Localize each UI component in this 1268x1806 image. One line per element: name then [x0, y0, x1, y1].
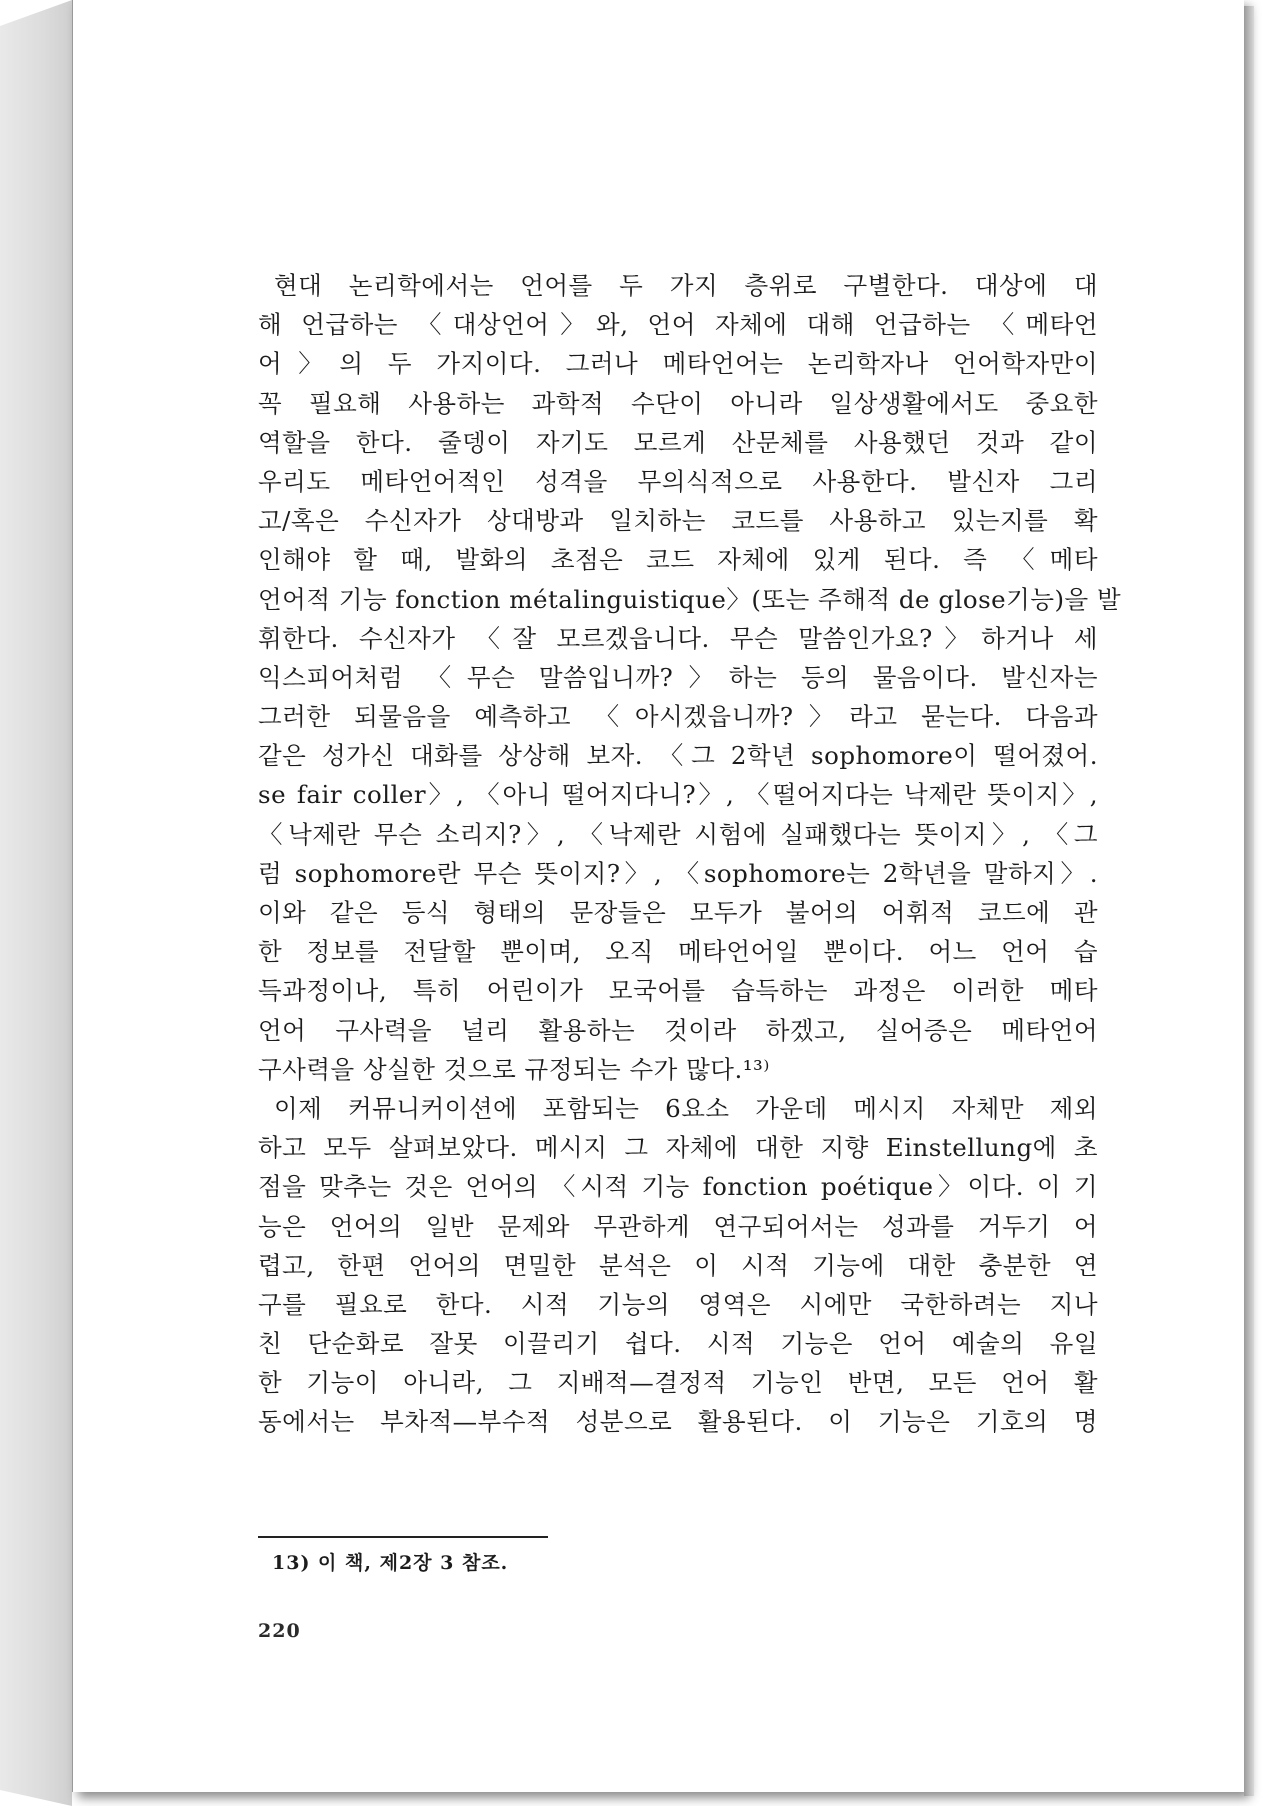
body-line: 동에서는 부차적—부수적 성분으로 활용된다. 이 기능은 기호의 명	[258, 1407, 1098, 1437]
body-line: 현대 논리학에서는 언어를 두 가지 층위로 구별한다. 대상에 대	[274, 271, 1098, 300]
body-line: 한 기능이 아니라, 그 지배적—결정적 기능인 반면, 모든 언어 활	[258, 1368, 1098, 1398]
body-line: 이제 커뮤니커이션에 포함되는 6요소 가운데 메시지 자체만 제외	[274, 1093, 1098, 1123]
body-line: 고/혹은 수신자가 상대방과 일치하는 코드를 사용하고 있는지를 확	[258, 506, 1098, 536]
body-line: se fair coller〉, 〈아니 떨어지다니?〉, 〈떨어지다는 낙제란 뜻이지〉,	[258, 780, 1098, 810]
body-line: 익스피어처럼 〈무슨 말씀입니까?〉하는 등의 물음이다. 발신자는	[258, 662, 1098, 692]
body-line: 같은 성가신 대화를 상상해 보자. 〈그 2학년 sophomore이 떨어졌어.	[258, 741, 1098, 771]
body-line: 휘한다. 수신자가 〈잘 모르겠읍니다. 무슨 말씀인가요?〉하거나 세	[258, 623, 1098, 653]
body-line: 역할을 한다. 줄뎅이 자기도 모르게 산문체를 사용했던 것과 같이	[258, 427, 1098, 457]
body-line: 해 언급하는 〈대상언어〉와, 언어 자체에 대해 언급하는 〈메타언	[258, 310, 1098, 340]
body-line: 이와 같은 등식 형태의 문장들은 모두가 불어의 어휘적 코드에 관	[258, 898, 1098, 927]
body-line: 한 정보를 전달할 뿐이며, 오직 메타언어일 뿐이다. 어느 언어 습	[258, 937, 1098, 967]
body-line: 언어 구사력을 널리 활용하는 것이라 하겠고, 실어증은 메타언어	[258, 1015, 1098, 1045]
page-number: 220	[258, 1620, 301, 1642]
body-line: 구를 필요로 한다. 시적 기능의 영역은 시에만 국한하려는 지나	[258, 1289, 1098, 1319]
body-line: 능은 언어의 일반 문제와 무관하게 연구되어서는 성과를 거두기 어	[258, 1211, 1098, 1241]
book-spine	[0, 0, 72, 1806]
body-line: 렵고, 한편 언어의 면밀한 분석은 이 시적 기능에 대한 충분한 연	[258, 1250, 1098, 1280]
body-line: 〈낙제란 무슨 소리지?〉, 〈낙제란 시험에 실패했다는 뜻이지〉, 〈그	[258, 819, 1098, 849]
body-line: 꼭 필요해 사용하는 과학적 수단이 아니라 일상생활에서도 중요한	[258, 388, 1098, 418]
footnote: 13) 이 책, 제2장 3 참조.	[272, 1552, 509, 1574]
body-line: 우리도 메타언어적인 성격을 무의식적으로 사용한다. 발신자 그리	[258, 466, 1098, 496]
body-line: 인해야 할 때, 발화의 초점은 코드 자체에 있게 된다. 즉 〈메타	[258, 545, 1098, 575]
body-line: 친 단순화로 잘못 이끌리기 쉽다. 시적 기능은 언어 예술의 유일	[258, 1329, 1098, 1359]
body-line: 구사력을 상실한 것으로 규정되는 수가 많다.¹³⁾	[258, 1054, 770, 1084]
body-line: 어〉의 두 가지이다. 그러나 메타언어는 논리학자나 언어학자만이	[258, 349, 1098, 379]
body-line: 득과정이나, 특히 어린이가 모국어를 습득하는 과정은 이러한 메타	[258, 976, 1098, 1006]
body-line: 점을 맞추는 것은 언어의 〈시적 기능 fonction poétique〉이다. 이 기	[258, 1172, 1098, 1202]
footnote-rule	[258, 1536, 548, 1538]
body-line: 그러한 되물음을 예측하고 〈아시겠읍니까?〉라고 묻는다. 다음과	[258, 702, 1098, 732]
body-text	[258, 266, 1122, 1442]
page-edge	[1244, 6, 1254, 1796]
body-line: 하고 모두 살펴보았다. 메시지 그 자체에 대한 지향 Einstellung에 초	[258, 1133, 1098, 1163]
body-line: 언어적 기능 fonction métalinguistique〉(또는 주해적 de glose기능)을 발	[258, 584, 1122, 614]
body-line: 럼 sophomore란 무슨 뜻이지?〉, 〈sophomore는 2학년을 말하지〉.	[258, 858, 1098, 888]
